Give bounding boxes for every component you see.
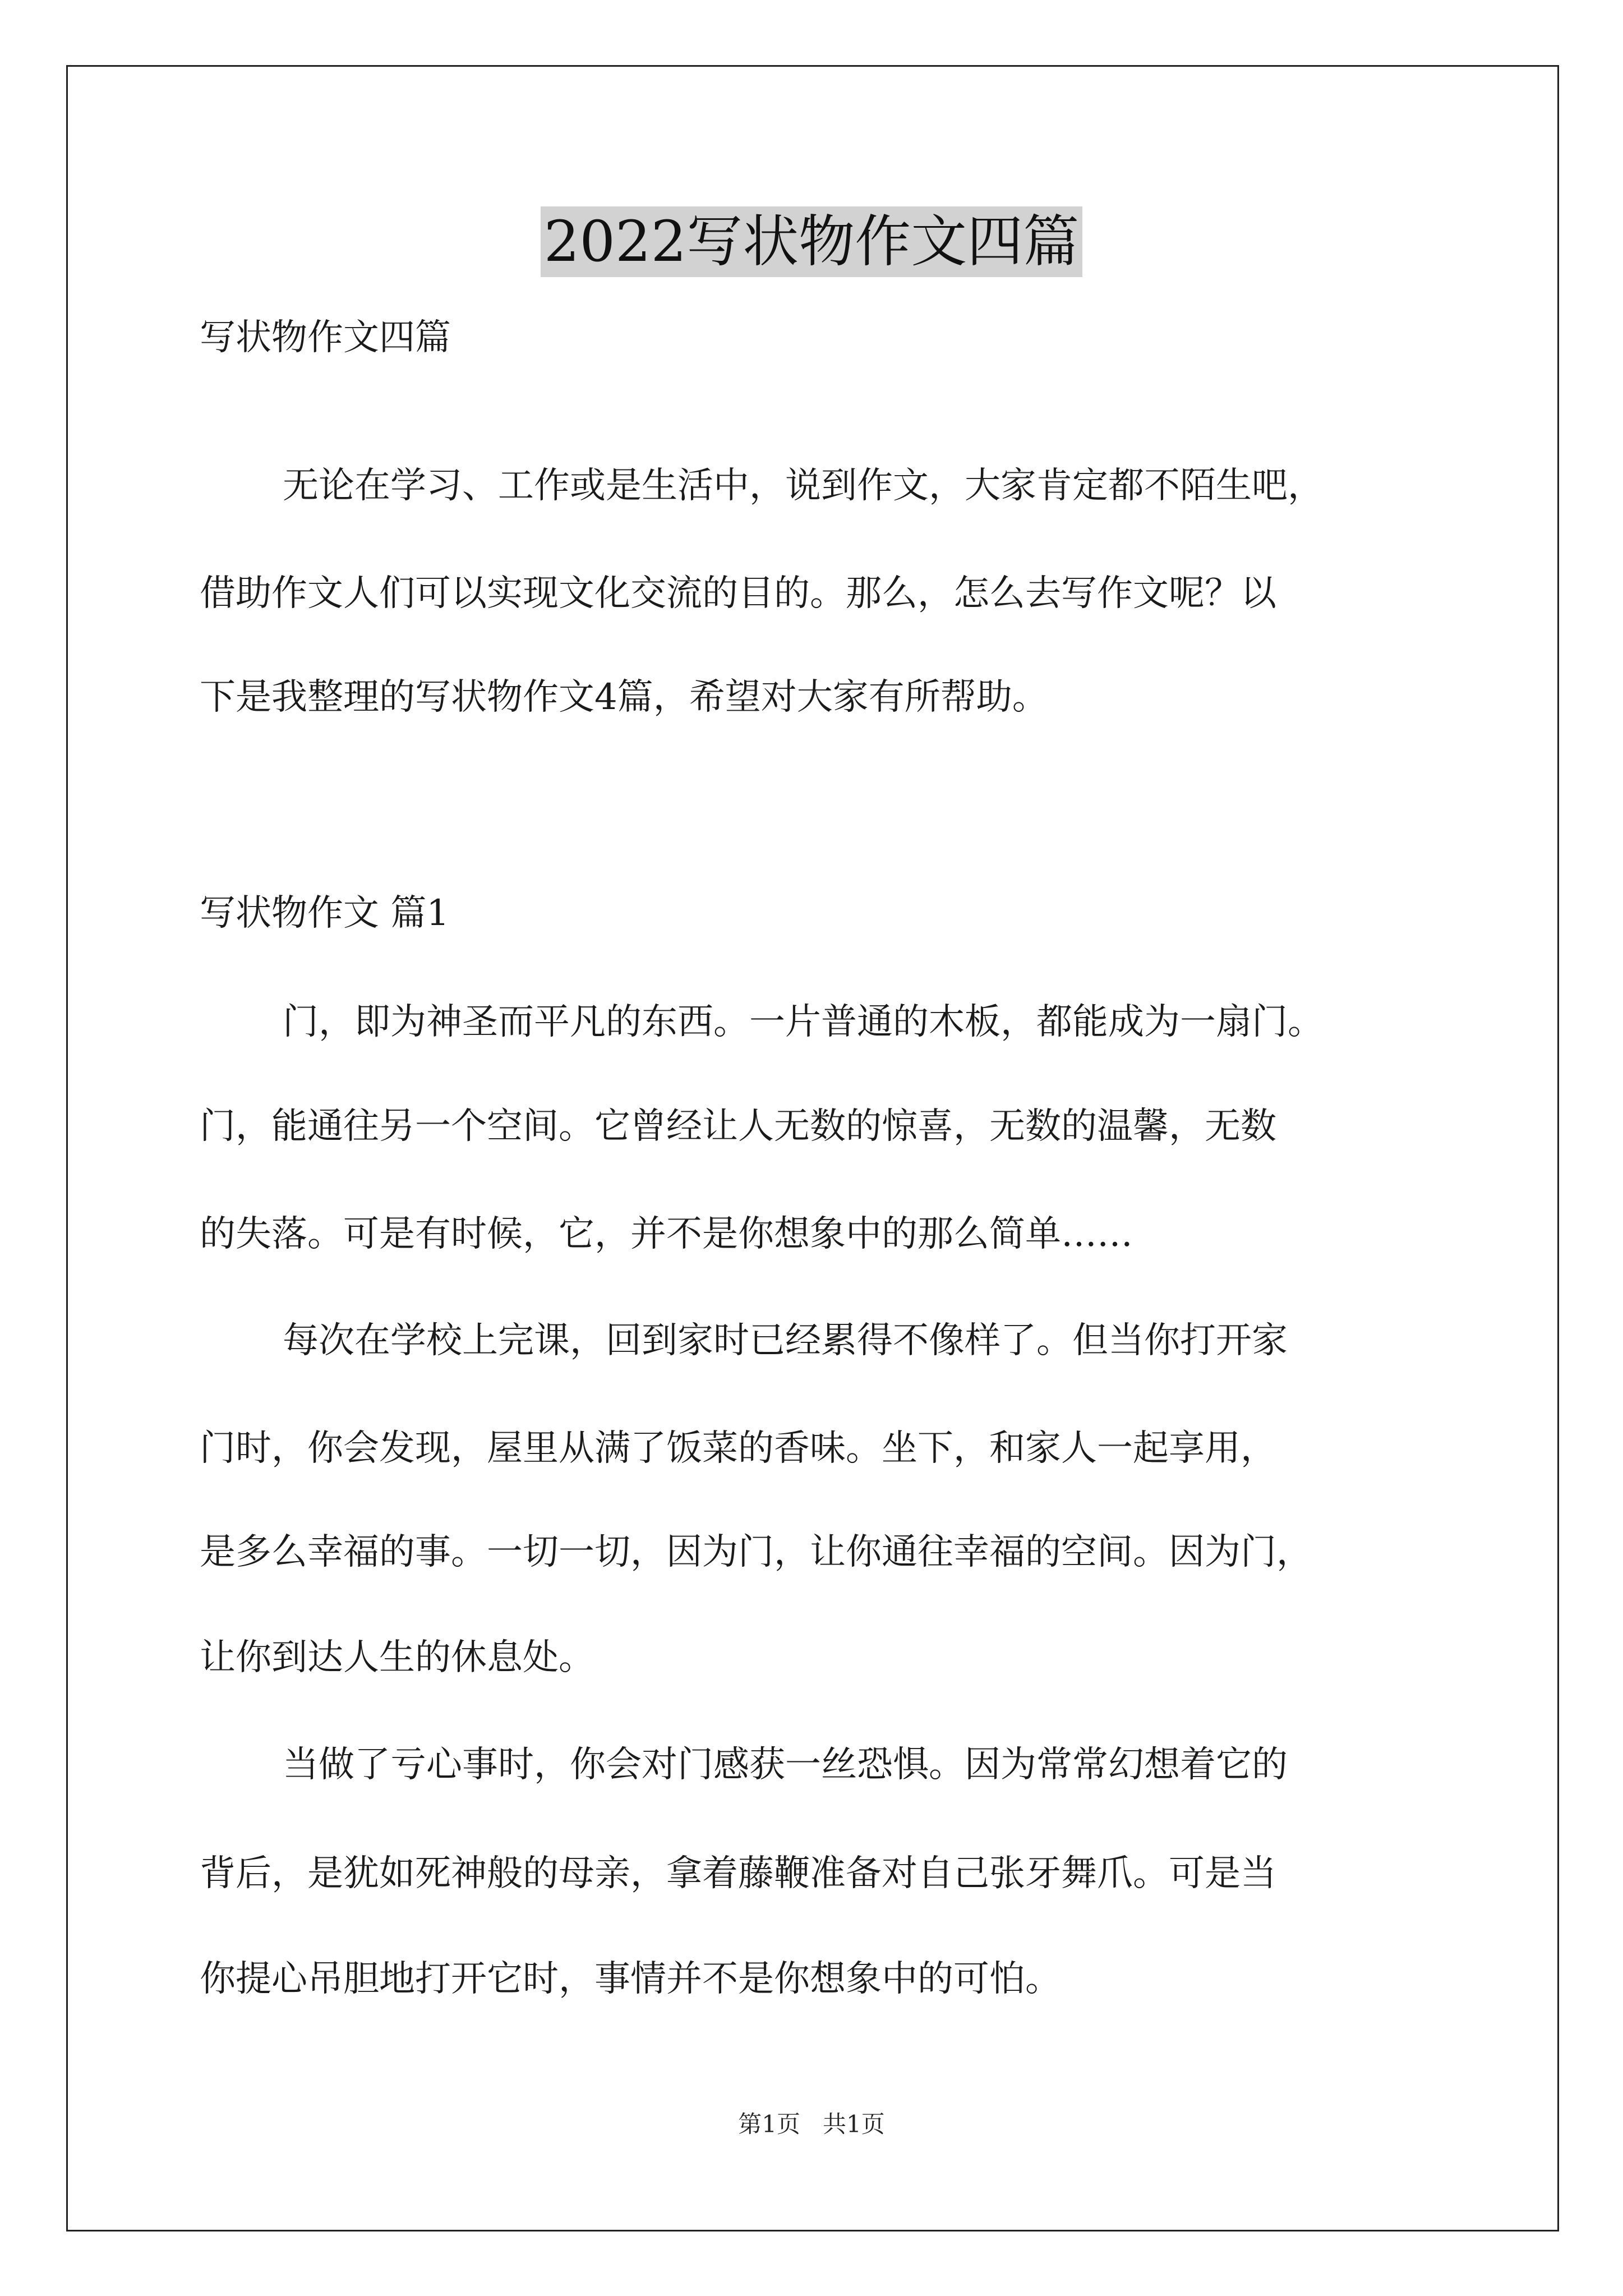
intro-line: 借助作文人们可以实现文化交流的目的。那么，怎么去写作文呢？以 (200, 573, 1276, 614)
paragraph-line: 当做了亏心事时，你会对门感获一丝恐惧。因为常常幻想着它的 (283, 1744, 1288, 1786)
paragraph-line: 的失落。可是有时候，它，并不是你想象中的那么简单…… (200, 1213, 1133, 1255)
intro-line: 下是我整理的写状物作文4篇，希望对大家有所帮助。 (200, 677, 1048, 718)
paragraph-line: 背后，是犹如死神般的母亲，拿着藤鞭准备对自己张牙舞爪。可是当 (200, 1853, 1276, 1894)
document-subtitle: 写状物作文四篇 (200, 317, 451, 358)
paragraph-line: 门，能通往另一个空间。它曾经让人无数的惊喜，无数的温馨，无数 (200, 1106, 1276, 1147)
paragraph-line: 每次在学校上完课，回到家时已经累得不像样了。但当你打开家 (283, 1320, 1288, 1361)
document-title: 2022写状物作文四篇 (541, 206, 1083, 277)
section-heading: 写状物作文 篇1 (200, 892, 450, 934)
paragraph-line: 是多么幸福的事。一切一切，因为门，让你通往幸福的空间。因为门， (200, 1531, 1312, 1573)
paragraph-line: 门，即为神圣而平凡的东西。一片普通的木板，都能成为一扇门。 (283, 1001, 1324, 1043)
intro-line: 无论在学习、工作或是生活中，说到作文，大家肯定都不陌生吧， (283, 465, 1324, 507)
title-container (0, 206, 1623, 277)
paragraph-line: 你提心吊胆地打开它时，事情并不是你想象中的可怕。 (200, 1958, 1061, 2000)
paragraph-line: 门时，你会发现，屋里从满了饭菜的香味。坐下，和家人一起享用， (200, 1428, 1276, 1469)
page-footer: 第1页 共1页 (738, 2110, 885, 2138)
paragraph-line: 让你到达人生的休息处。 (200, 1637, 594, 1678)
